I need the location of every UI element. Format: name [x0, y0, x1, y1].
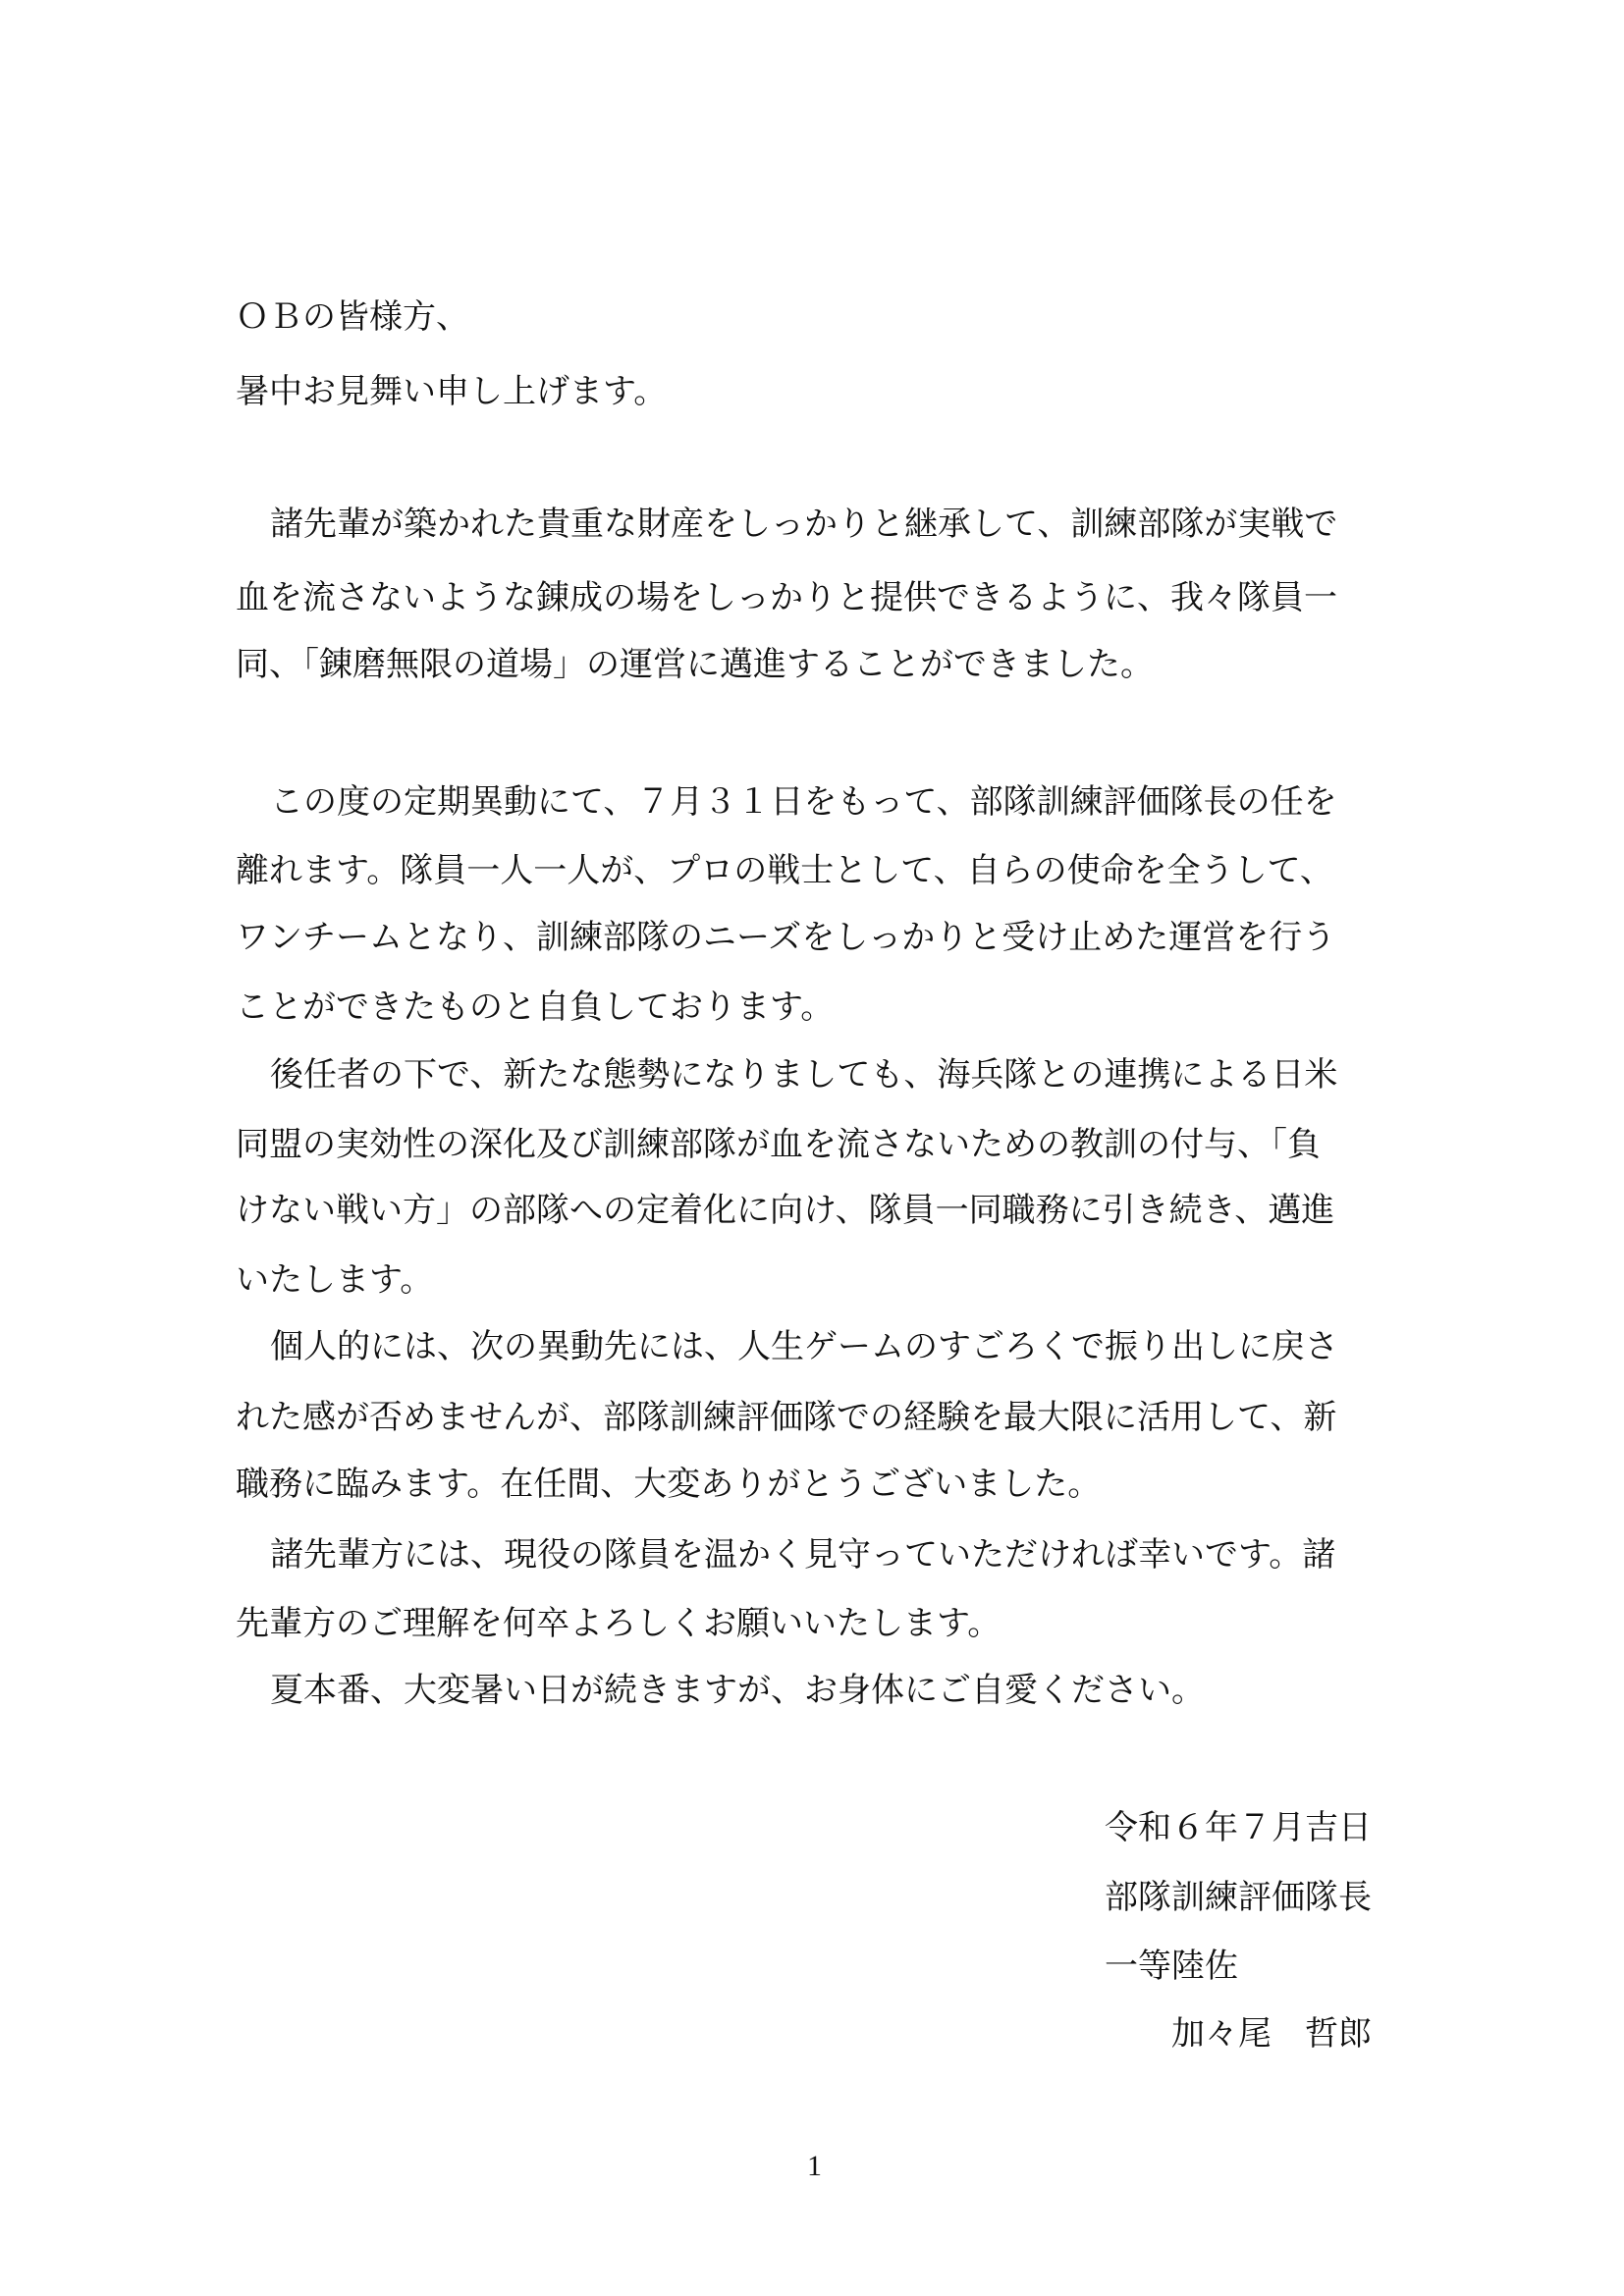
- salutation-line: ＯＢの皆様方、: [236, 297, 469, 337]
- paragraph-line: けない戦い方」の部隊への定着化に向け、隊員一同職務に引き続き、邁進: [236, 1191, 1335, 1230]
- signature-name: 加々尾 哲郎: [1171, 2014, 1372, 2054]
- signature-rank: 一等陸佐: [1105, 1947, 1238, 1986]
- paragraph-line: 後任者の下で、新たな態勢になりましても、海兵隊との連携による日米: [270, 1055, 1338, 1095]
- paragraph-line: 諸先輩が築かれた貴重な財産をしっかりと継承して、訓練部隊が実戦で: [270, 505, 1338, 544]
- paragraph-line: この度の定期異動にて、７月３１日をもって、部隊訓練評価隊長の任を: [270, 782, 1337, 822]
- signature-date: 令和６年７月吉日: [1105, 1808, 1372, 1847]
- paragraph-line: 先輩方のご理解を何卒よろしくお願いいたします。: [236, 1604, 1001, 1643]
- paragraph-line: ことができたものと自負しております。: [236, 988, 835, 1027]
- paragraph-line: 同、「錬磨無限の道場」の運営に邁進することができました。: [236, 645, 1154, 684]
- page-number: 1: [807, 2150, 822, 2182]
- paragraph-line: 血を流さないような錬成の場をしっかりと提供できるように、我々隊員一: [236, 578, 1337, 617]
- paragraph-line: 職務に臨みます。在任間、大変ありがとうございました。: [236, 1465, 1102, 1504]
- paragraph-line: 夏本番、大変暑い日が続きますが、お身体にご自愛ください。: [270, 1671, 1205, 1710]
- salutation-line: 暑中お見舞い申し上げます。: [236, 372, 668, 411]
- paragraph-line: 同盟の実効性の深化及び訓練部隊が血を流さないための教訓の付与、「負: [236, 1125, 1321, 1164]
- paragraph-line: いたします。: [236, 1260, 434, 1300]
- paragraph-line: れた感が否めませんが、部隊訓練評価隊での経験を最大限に活用して、新: [236, 1398, 1337, 1437]
- paragraph-line: 諸先輩方には、現役の隊員を温かく見守っていただければ幸いです。諸: [270, 1535, 1336, 1575]
- paragraph-line: 個人的には、次の異動先には、人生ゲームのすごろくで振り出しに戻さ: [270, 1327, 1338, 1366]
- paragraph-line: ワンチームとなり、訓練部隊のニーズをしっかりと受け止めた運営を行う: [236, 918, 1336, 957]
- signature-position: 部隊訓練評価隊長: [1105, 1878, 1372, 1917]
- paragraph-line: 離れます。隊員一人一人が、プロの戦士として、自らの使命を全うして、: [236, 851, 1333, 890]
